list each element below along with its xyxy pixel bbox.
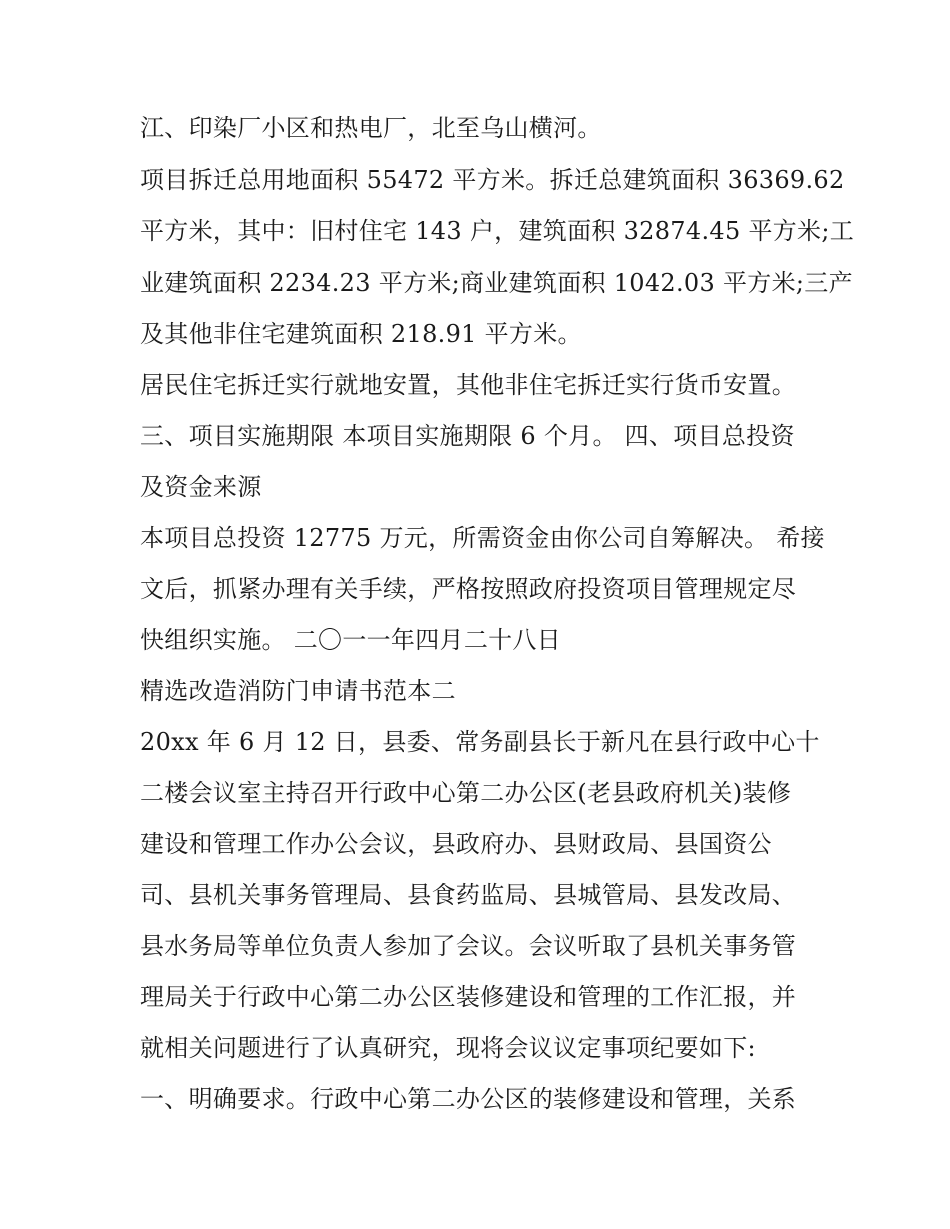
text-line: 县水务局等单位负责人参加了会议。会议听取了县机关事务管 (140, 932, 797, 960)
text-line: 建设和管理工作办公会议，县政府办、县财政局、县国资公 (140, 830, 772, 858)
text-line: 及其他非住宅建筑面积 218.91 平方米。 (140, 320, 582, 348)
text-line: 江、印染厂小区和热电厂，北至乌山横河。 (140, 114, 602, 142)
text-line: 司、县机关事务管理局、县食药监局、县城管局、县发改局、 (140, 881, 797, 909)
text-line: 业建筑面积 2234.23 平方米;商业建筑面积 1042.03 平方米;三产 (140, 269, 853, 297)
text-line: 理局关于行政中心第二办公区装修建设和管理的工作汇报，并 (140, 983, 797, 1011)
text-line: 一、明确要求。行政中心第二办公区的装修建设和管理，关系 (140, 1085, 797, 1113)
text-line: 20xx 年 6 月 12 日，县委、常务副县长于新凡在县行政中心十 (140, 728, 820, 756)
text-line: 本项目总投资 12775 万元，所需资金由你公司自筹解决。 希接 (140, 524, 825, 552)
text-line: 二楼会议室主持召开行政中心第二办公区(老县政府机关)装修 (140, 779, 792, 807)
section-heading: 精选改造消防门申请书范本二 (140, 677, 456, 705)
text-line: 及资金来源 (140, 473, 262, 501)
text-line: 居民住宅拆迁实行就地安置，其他非住宅拆迁实行货币安置。 (140, 371, 797, 399)
text-line: 就相关问题进行了认真研究，现将会议议定事项纪要如下: (140, 1034, 756, 1062)
text-line: 三、项目实施期限 本项目实施期限 6 个月。 四、项目总投资 (140, 422, 795, 450)
text-line: 文后，抓紧办理有关手续，严格按照政府投资项目管理规定尽 (140, 575, 797, 603)
text-line: 平方米，其中：旧村住宅 143 户，建筑面积 32874.45 平方米;工 (140, 217, 855, 245)
text-line: 项目拆迁总用地面积 55472 平方米。拆迁总建筑面积 36369.62 (140, 166, 845, 194)
text-line: 快组织实施。 二〇一一年四月二十八日 (140, 626, 562, 654)
